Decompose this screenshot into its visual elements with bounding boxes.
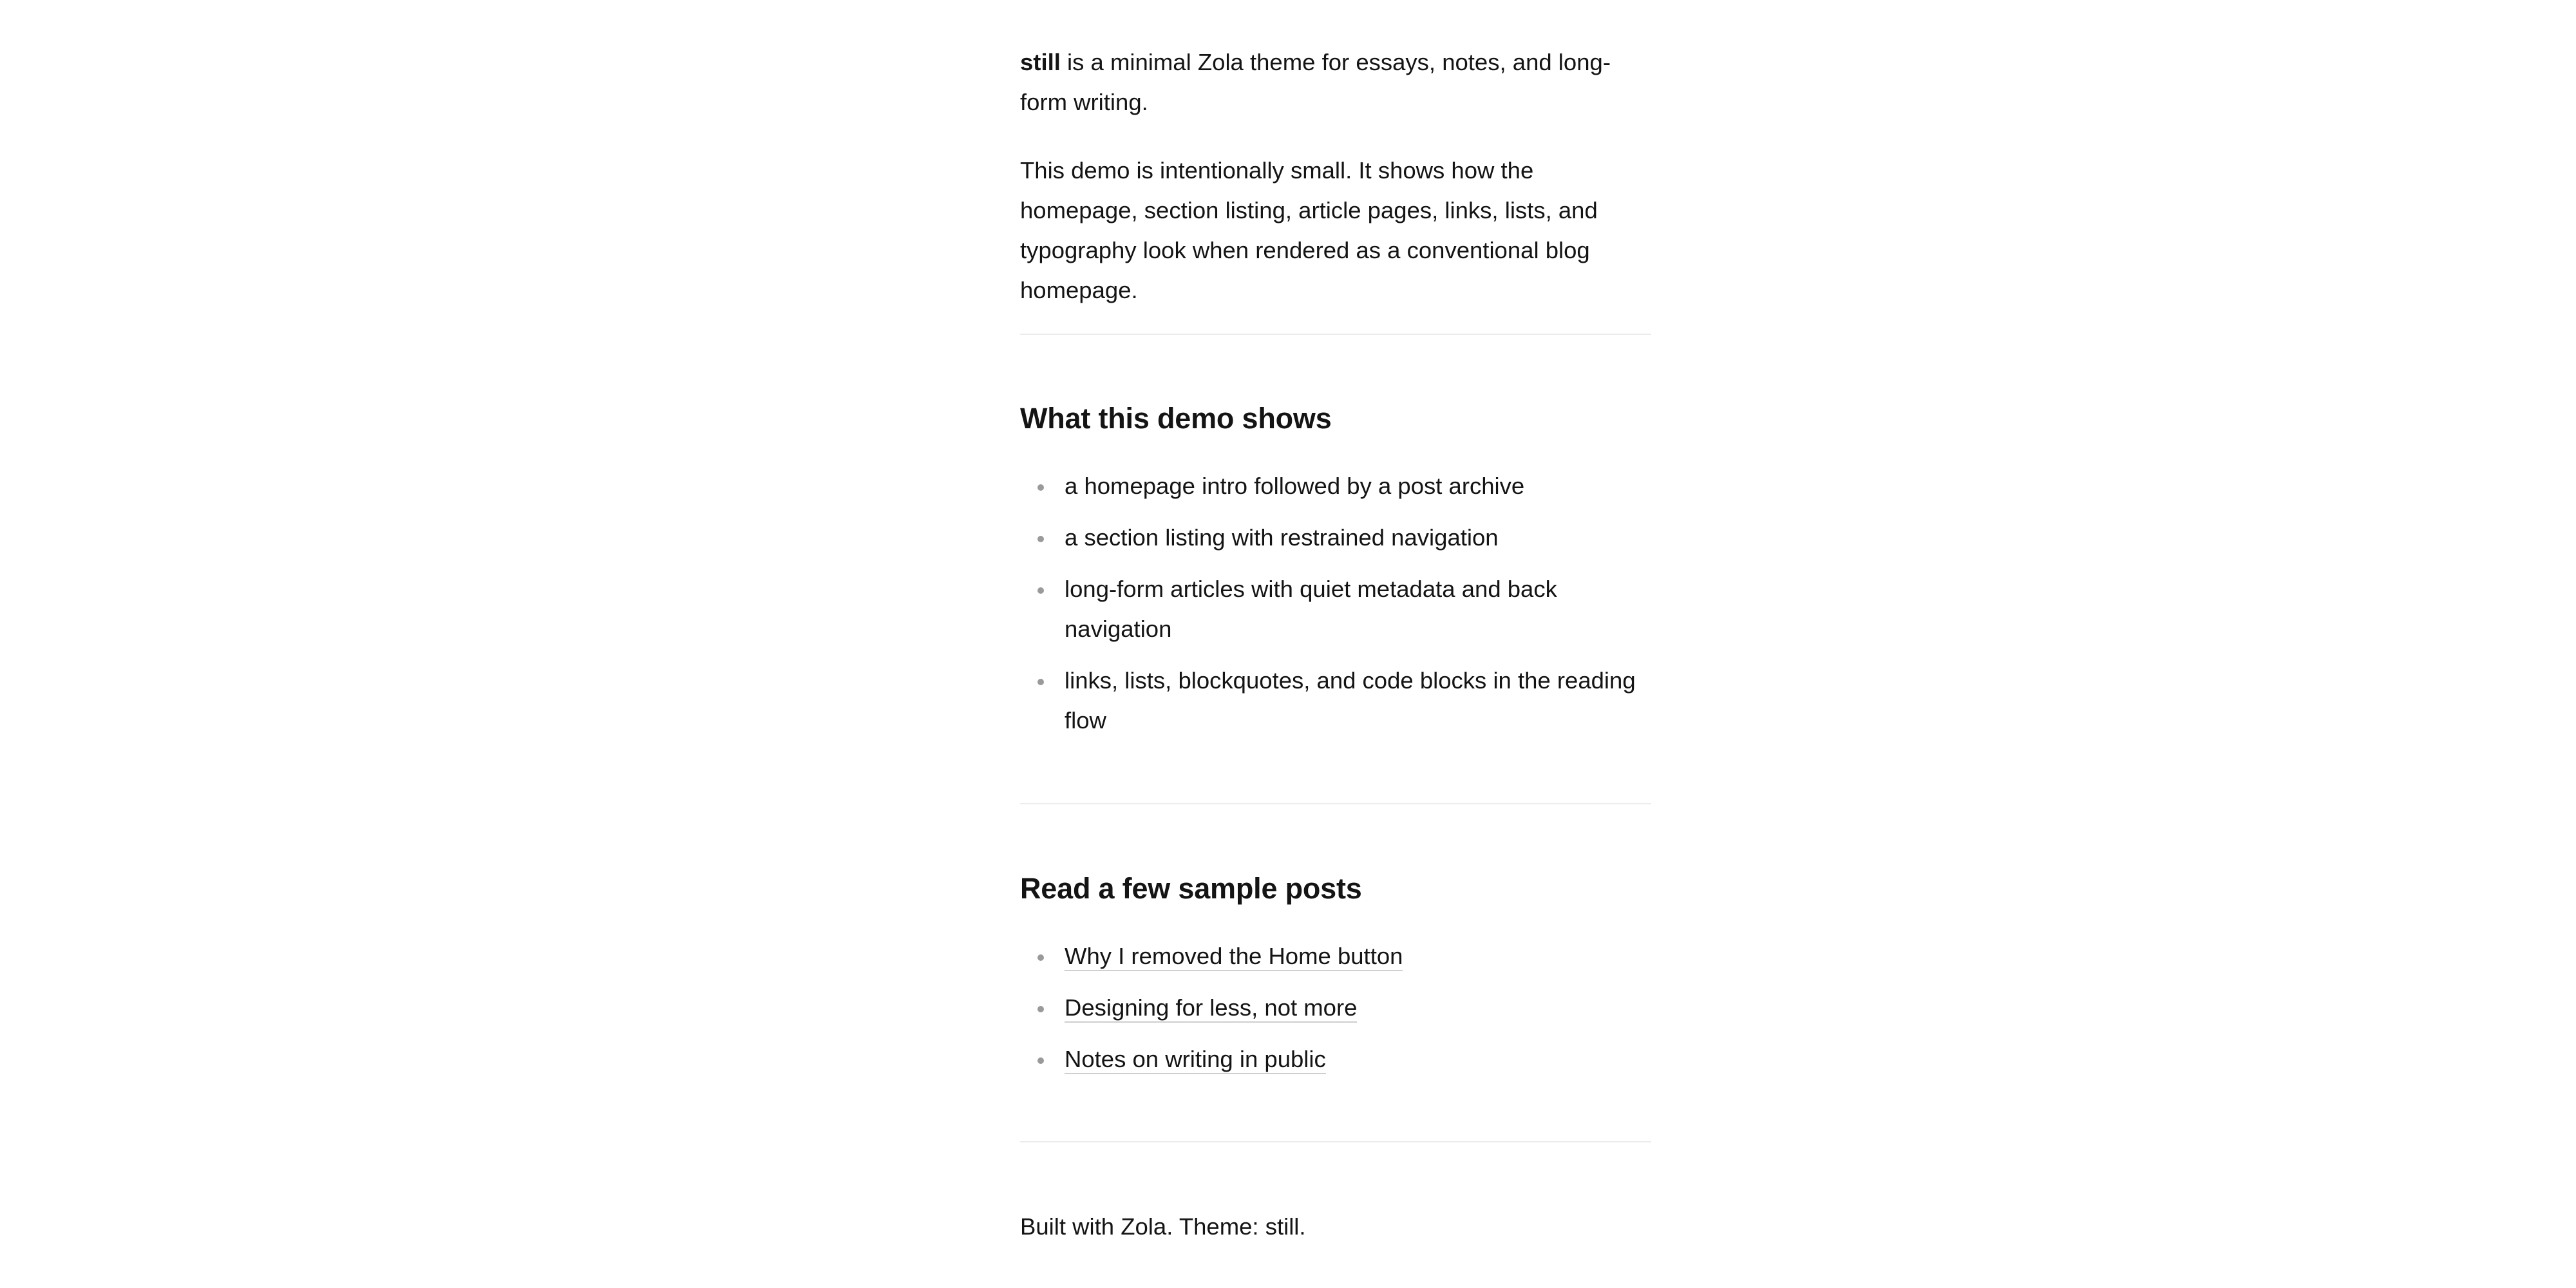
list-item: a section listing with restrained navigation <box>1020 518 1651 558</box>
section-heading-demo-shows: What this demo shows <box>1020 402 1332 435</box>
theme-name: still <box>1020 49 1061 75</box>
list-item: long-form articles with quiet metadata and back navigation <box>1020 569 1651 649</box>
list-item: a homepage intro followed by a post archive <box>1020 466 1651 506</box>
divider <box>1020 1141 1651 1142</box>
list-item <box>1020 988 1651 1028</box>
list-item: links, lists, blockquotes, and code blocks in the reading flow <box>1020 661 1651 741</box>
post-link-designing-for-less[interactable]: Designing for less, not more <box>1065 994 1357 1023</box>
intro-tagline <box>1020 43 1651 122</box>
sample-posts-list <box>1020 936 1651 1091</box>
list-item <box>1020 1039 1651 1079</box>
post-link-writing-in-public[interactable]: Notes on writing in public <box>1065 1046 1326 1074</box>
tagline-text: is a minimal Zola theme for essays, notes, and long-form writing. <box>1020 49 1611 115</box>
list-item <box>1020 936 1651 976</box>
demo-features-list <box>1020 466 1651 752</box>
footer-text: Built with Zola. Theme: still. <box>1020 1213 1306 1240</box>
divider <box>1020 334 1651 335</box>
post-link-home-button[interactable]: Why I removed the Home button <box>1065 943 1403 971</box>
section-heading-sample-posts: Read a few sample posts <box>1020 872 1362 905</box>
intro-description: This demo is intentionally small. It shows how the homepage, section listing, article pages, links, lists, and typography look when rendered as a conventional blog homepage. <box>1020 157 1598 303</box>
divider <box>1020 803 1651 804</box>
